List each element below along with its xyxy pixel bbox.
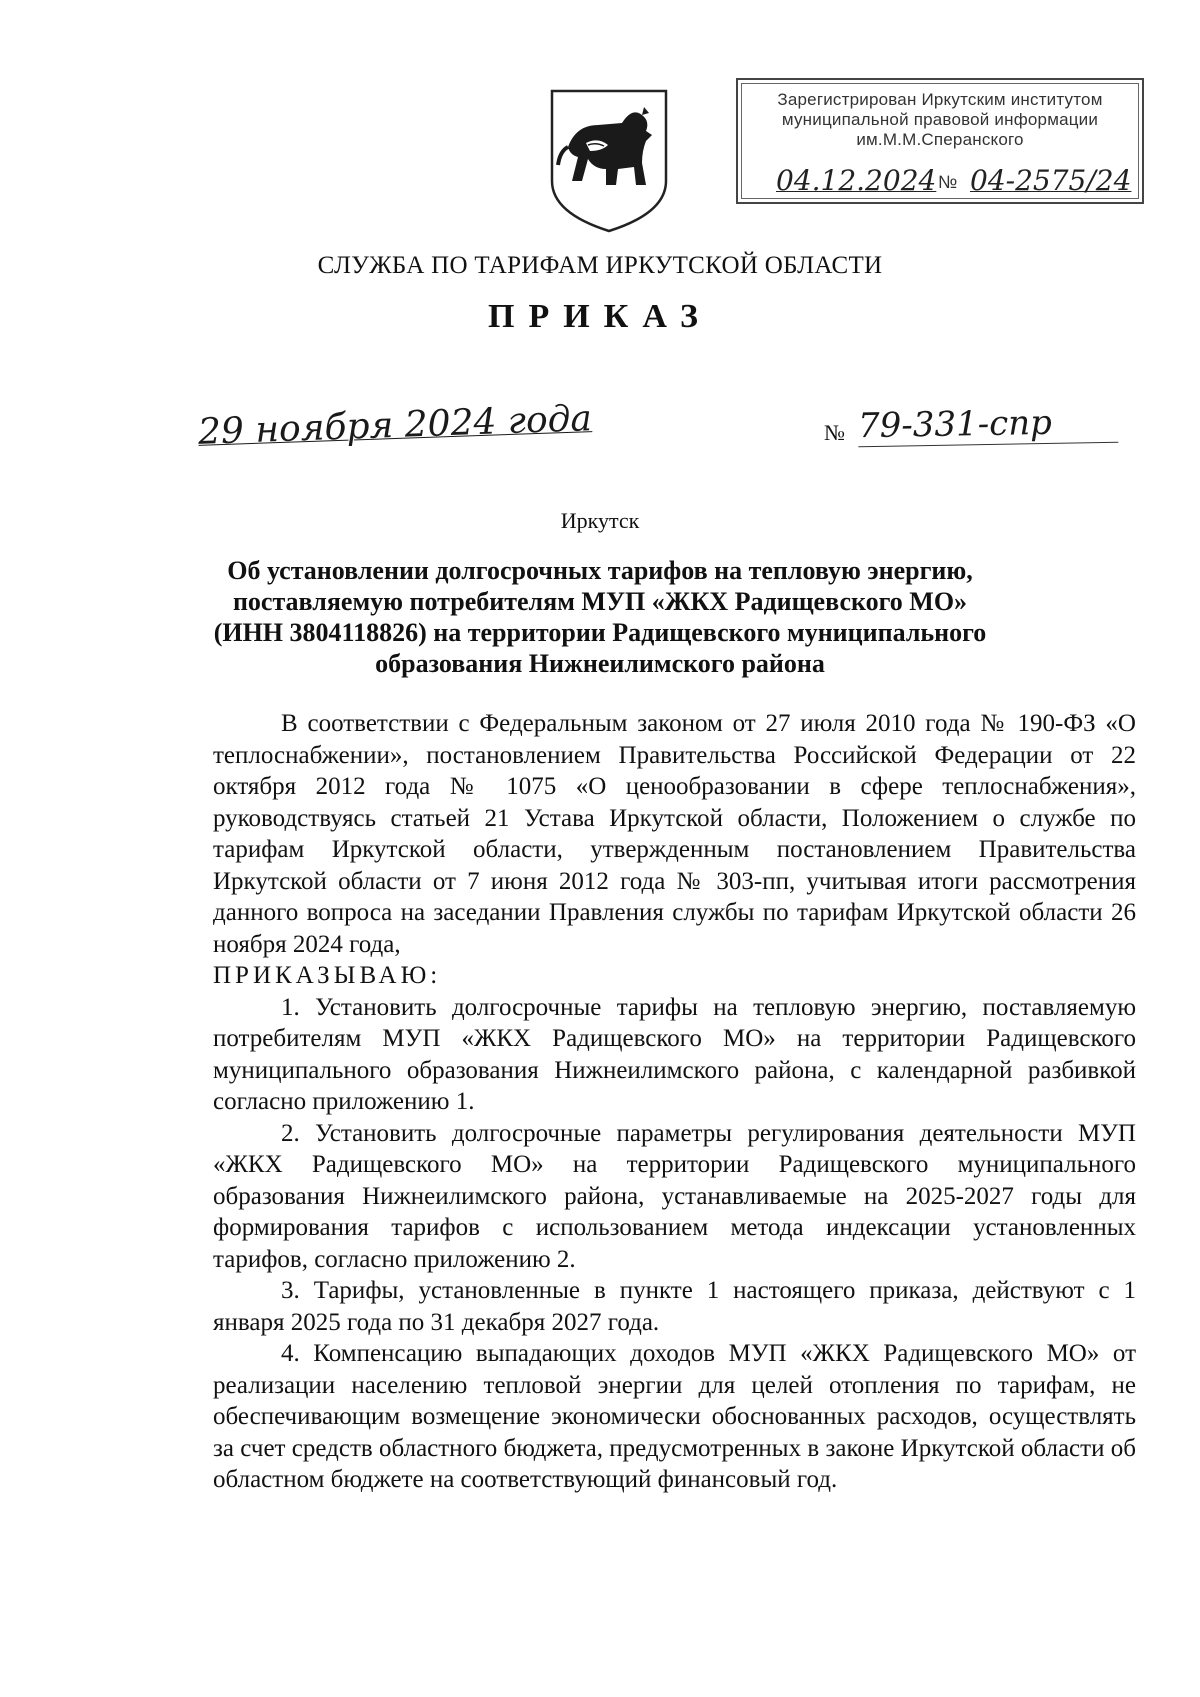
order-item-1: 1. Установить долгосрочные тарифы на тепловую энергию, поставляемую потребителям МУП «ЖКХ Радищевского МО» на территории Радищевского муниципального образования Нижнеилимского района, с календарной разбивкой согласно приложению 1. xyxy=(213,993,1136,1115)
stamp-line-1: Зарегистрирован Иркутским институтом xyxy=(777,90,1103,109)
preamble-paragraph: В соответствии с Федеральным законом от 27 июля 2010 года № 190-ФЗ «О теплоснабжении», постановлением Правительства Российской Федерации от 22 октября 2012 года № 1075 «О ценообразовании в сфере теплоснабжения», руководствуясь статьей 21 Устава Иркутской области, Положением о службе по тарифам Иркутской области, утвержденным постановлением Правительства Иркутской области от 7 июня 2012 года № 303-пп, учитывая итоги рассмотрения данного вопроса на заседании Правления службы по тарифам Иркутской области 26 ноября 2024 года, xyxy=(213,710,1136,958)
document-type-title: ПРИКАЗ xyxy=(488,298,712,335)
coat-of-arms-icon xyxy=(546,85,672,235)
order-date: 29 ноября 2024 года xyxy=(197,398,593,453)
order-number-sign: № xyxy=(824,420,845,445)
order-number: 79-331-спр xyxy=(858,402,1119,448)
order-item-4: 4. Компенсацию выпадающих доходов МУП «ЖКХ Радищевского МО» от реализации населению тепловой энергии для целей отопления по тарифам, не обеспечивающим возмещение экономически обоснованных расходов, осуществлять за счет средств областного бюджета, предусмотренных в законе Иркутской области об областном бюджете на соответствующий финансовый год. xyxy=(213,1340,1136,1493)
stamp-line-3: им.М.М.Сперанского xyxy=(856,130,1024,149)
stamp-reg-number: 04-2575/24 xyxy=(970,164,1132,197)
order-item-2: 2. Установить долгосрочные параметры регулирования деятельности МУП «ЖКХ Радищевского МО» на территории Радищевского муниципального образования Нижнеилимского района, устанавливаемые на 2025-2027 годы для формирования тарифов с использованием метода индексации установленных тарифов, согласно приложению 2. xyxy=(213,1119,1136,1273)
decree-word: ПРИКАЗЫВАЮ: xyxy=(213,962,442,989)
order-title: Об установлении долгосрочных тарифов на тепловую энергию, поставляемую потребителям МУП «ЖКХ Радищевского МО» (ИНН 3804118826) на территории Радищевского муниципального образования Нижнеилимского района xyxy=(213,556,987,678)
order-item-3: 3. Тарифы, установленные в пункте 1 настоящего приказа, действуют с 1 января 2025 года по 31 декабря 2027 года. xyxy=(213,1277,1136,1336)
stamp-reg-date: 04.12.2024 xyxy=(776,164,937,197)
agency-name: СЛУЖБА ПО ТАРИФАМ ИРКУТСКОЙ ОБЛАСТИ xyxy=(317,252,883,279)
city-name: Иркутск xyxy=(560,508,640,533)
registration-stamp xyxy=(736,78,1144,204)
stamp-number-sign: № xyxy=(938,172,958,192)
order-body xyxy=(213,708,1136,1496)
stamp-registration xyxy=(748,158,1132,198)
stamp-line-2: муниципальной правовой информации xyxy=(781,110,1099,129)
